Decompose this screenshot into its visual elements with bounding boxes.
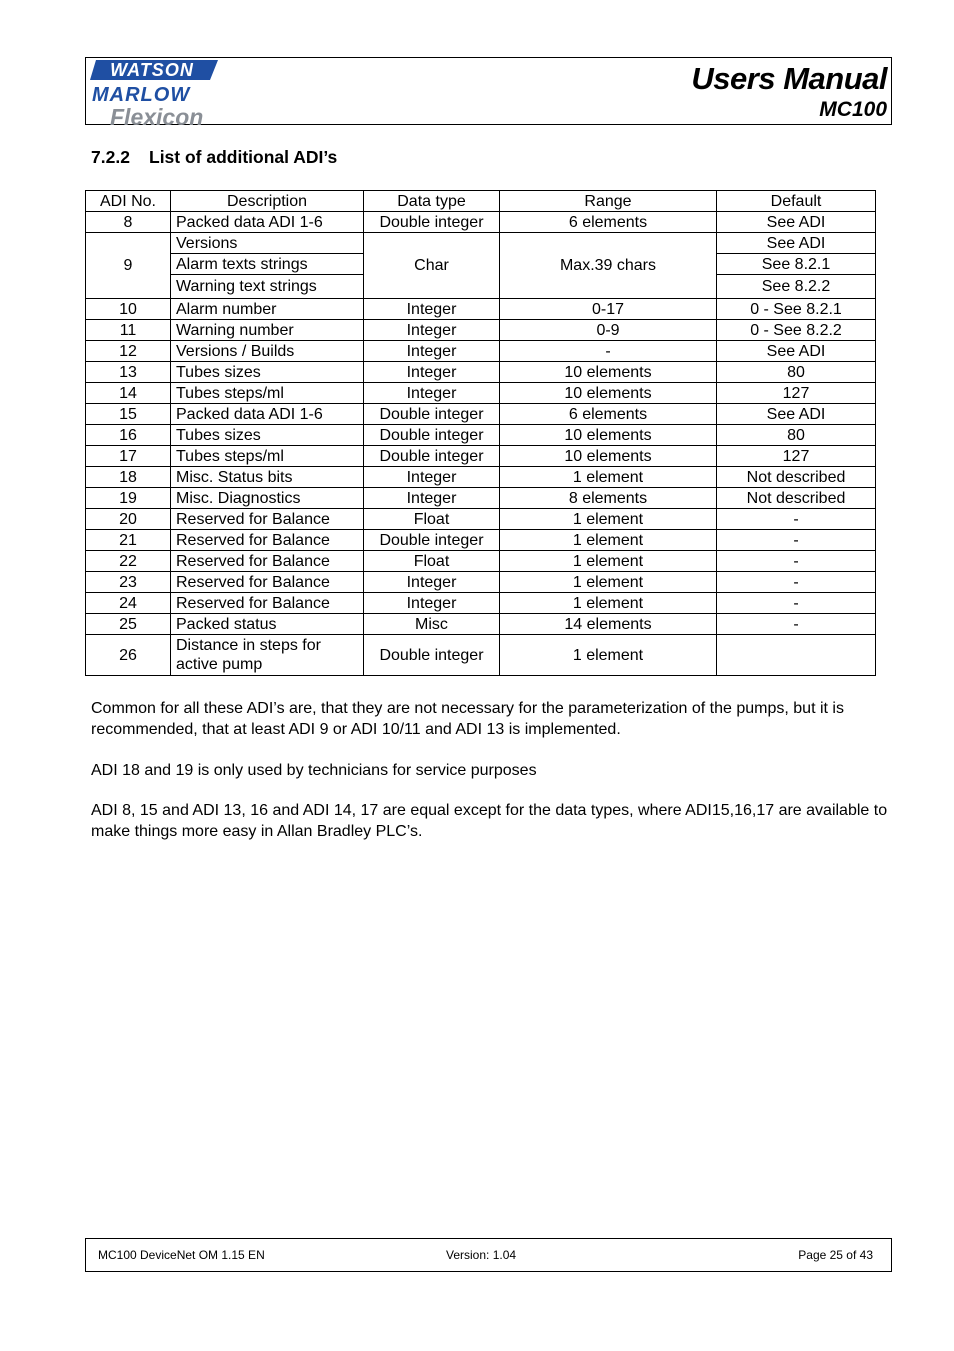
cell-adi: 16 [86, 425, 171, 446]
cell-description: Packed status [171, 614, 364, 635]
page-footer [85, 1238, 892, 1272]
column-header: Data type [364, 191, 500, 212]
cell-type: Double integer [364, 635, 500, 676]
cell-range: 1 element [500, 572, 717, 593]
cell-description: Misc. Diagnostics [171, 488, 364, 509]
cell-adi: 23 [86, 572, 171, 593]
section-number: 7.2.2 [91, 147, 130, 167]
cell-type: Integer [364, 488, 500, 509]
cell-type: Float [364, 551, 500, 572]
cell-adi: 25 [86, 614, 171, 635]
footer-document: MC100 DeviceNet OM 1.15 EN [98, 1248, 265, 1262]
section-heading [91, 147, 337, 168]
table-row [86, 320, 876, 341]
cell-adi: 21 [86, 530, 171, 551]
cell-default: 0 - See 8.2.2 [717, 320, 876, 341]
table-row [86, 509, 876, 530]
cell-description: Tubes sizes [171, 425, 364, 446]
cell-range: 6 elements [500, 212, 717, 233]
cell-default [717, 635, 876, 676]
cell-type: Integer [364, 467, 500, 488]
cell-default: See ADI [717, 404, 876, 425]
cell-default: - [717, 593, 876, 614]
cell-adi: 17 [86, 446, 171, 467]
cell-description: Alarm number [171, 299, 364, 320]
cell-range: - [500, 341, 717, 362]
cell-description: Packed data ADI 1-6 [171, 212, 364, 233]
cell-range: 10 elements [500, 362, 717, 383]
cell-range: 6 elements [500, 404, 717, 425]
cell-default: - [717, 572, 876, 593]
logo-watson: WATSON [110, 60, 194, 80]
table-row [86, 341, 876, 362]
manual-model: MC100 [819, 98, 887, 121]
cell-adi: 20 [86, 509, 171, 530]
paragraph-recommendation: Common for all these ADI’s are, that they are not necessary for the parameterization of the pumps, but it is recommended, that at least ADI 9 or ADI 10/11 and ADI 13 is implemented. [91, 700, 844, 738]
table-row [86, 362, 876, 383]
cell-type: Integer [364, 383, 500, 404]
cell-adi: 18 [86, 467, 171, 488]
paragraph-technicians: ADI 18 and 19 is only used by technicians for service purposes [91, 762, 537, 779]
watson-marlow-flexicon-logo [90, 60, 220, 126]
table-row [86, 593, 876, 614]
cell-range: 1 element [500, 551, 717, 572]
cell-default: 127 [717, 383, 876, 404]
cell-description: Reserved for Balance [171, 593, 364, 614]
cell-adi: 8 [86, 212, 171, 233]
cell-default: See 8.2.1 [717, 254, 876, 275]
cell-adi: 26 [86, 635, 171, 676]
table-row [86, 404, 876, 425]
cell-range: 10 elements [500, 446, 717, 467]
cell-default: - [717, 551, 876, 572]
cell-adi: 10 [86, 299, 171, 320]
cell-type: Double integer [364, 425, 500, 446]
cell-description: Versions [171, 233, 364, 254]
cell-type: Integer [364, 362, 500, 383]
cell-range: 1 element [500, 509, 717, 530]
table-row [86, 572, 876, 593]
cell-adi: 19 [86, 488, 171, 509]
table-row [86, 212, 876, 233]
cell-description: Tubes sizes [171, 362, 364, 383]
cell-range: 10 elements [500, 425, 717, 446]
table-row [86, 635, 876, 676]
cell-adi: 24 [86, 593, 171, 614]
cell-description: Distance in steps for active pump [171, 635, 364, 676]
cell-range: 1 element [500, 635, 717, 676]
cell-default: - [717, 530, 876, 551]
table-row [86, 425, 876, 446]
table-row [86, 551, 876, 572]
cell-description: Tubes steps/ml [171, 383, 364, 404]
cell-description: Packed data ADI 1-6 [171, 404, 364, 425]
footer-version: Version: 1.04 [446, 1248, 517, 1262]
cell-description: Warning text strings [171, 275, 364, 299]
cell-adi: 9 [86, 233, 171, 299]
footer-page-number: Page 25 of 43 [798, 1248, 873, 1262]
cell-range: 8 elements [500, 488, 717, 509]
cell-type: Integer [364, 299, 500, 320]
column-header: Description [171, 191, 364, 212]
cell-type: Misc [364, 614, 500, 635]
cell-type: Integer [364, 572, 500, 593]
column-header: Range [500, 191, 717, 212]
table-row [86, 446, 876, 467]
cell-range: Max.39 chars [500, 233, 717, 299]
cell-range: 1 element [500, 530, 717, 551]
cell-type: Double integer [364, 212, 500, 233]
logo-marlow: MARLOW [92, 84, 191, 106]
cell-range: 1 element [500, 593, 717, 614]
cell-description: Warning number [171, 320, 364, 341]
cell-default: See ADI [717, 212, 876, 233]
cell-type: Double integer [364, 530, 500, 551]
cell-adi: 15 [86, 404, 171, 425]
cell-description: Tubes steps/ml [171, 446, 364, 467]
cell-range: 0-17 [500, 299, 717, 320]
cell-description: Reserved for Balance [171, 509, 364, 530]
cell-default: 80 [717, 362, 876, 383]
cell-description: Versions / Builds [171, 341, 364, 362]
table-row [86, 233, 876, 254]
column-header: ADI No. [86, 191, 171, 212]
table-row [86, 488, 876, 509]
paragraph-equal-adis: ADI 8, 15 and ADI 13, 16 and ADI 14, 17 are equal except for the data types, where ADI15,16,17 are available to make things more easy in Allan Bradley PLC’s. [91, 802, 888, 840]
cell-adi: 22 [86, 551, 171, 572]
adi-table [85, 190, 876, 676]
cell-description: Reserved for Balance [171, 530, 364, 551]
manual-title: Users Manual [691, 61, 887, 96]
cell-default: 0 - See 8.2.1 [717, 299, 876, 320]
table-header-row [86, 191, 876, 212]
cell-type: Integer [364, 593, 500, 614]
cell-adi: 11 [86, 320, 171, 341]
cell-type: Double integer [364, 446, 500, 467]
cell-type: Double integer [364, 404, 500, 425]
cell-default: Not described [717, 488, 876, 509]
cell-type: Float [364, 509, 500, 530]
cell-default: 80 [717, 425, 876, 446]
cell-description: Misc. Status bits [171, 467, 364, 488]
cell-range: 14 elements [500, 614, 717, 635]
cell-type: Integer [364, 320, 500, 341]
table-row [86, 530, 876, 551]
cell-range: 10 elements [500, 383, 717, 404]
section-title-text: List of additional ADI’s [149, 147, 338, 167]
cell-adi: 12 [86, 341, 171, 362]
cell-default: See 8.2.2 [717, 275, 876, 299]
cell-description: Reserved for Balance [171, 551, 364, 572]
cell-default: - [717, 614, 876, 635]
cell-type: Char [364, 233, 500, 299]
cell-adi: 13 [86, 362, 171, 383]
table-row [86, 383, 876, 404]
table-row [86, 614, 876, 635]
cell-default: Not described [717, 467, 876, 488]
cell-default: 127 [717, 446, 876, 467]
cell-default: See ADI [717, 233, 876, 254]
cell-description: Alarm texts strings [171, 254, 364, 275]
cell-type: Integer [364, 341, 500, 362]
cell-description: Reserved for Balance [171, 572, 364, 593]
cell-default: - [717, 509, 876, 530]
cell-default: See ADI [717, 341, 876, 362]
cell-range: 0-9 [500, 320, 717, 341]
cell-range: 1 element [500, 467, 717, 488]
page-header [85, 57, 892, 125]
table-row [86, 467, 876, 488]
logo-flexicon: Flexicon [110, 104, 204, 126]
cell-adi: 14 [86, 383, 171, 404]
table-row [86, 299, 876, 320]
column-header: Default [717, 191, 876, 212]
